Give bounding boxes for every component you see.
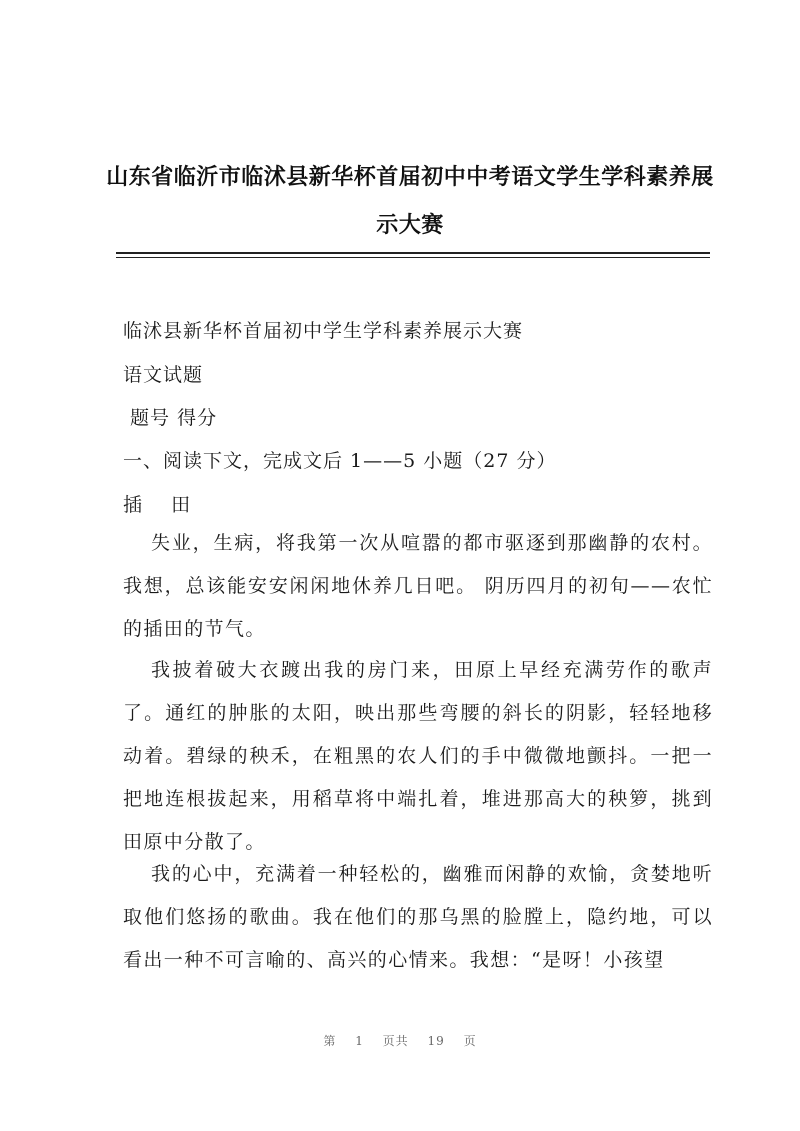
- passage-title: 插 田: [123, 494, 192, 516]
- title-divider-thin: [116, 257, 710, 258]
- footer-label-page: 第: [323, 1034, 337, 1048]
- page-footer: [0, 1032, 800, 1049]
- contest-name-line: 临沭县新华杯首届初中学生学科素养展示大赛: [123, 320, 524, 342]
- score-table-header: 题号 得分: [123, 407, 218, 429]
- paragraph-3: 我的心中，充满着一种轻松的，幽雅而闲静的欢愉，贪婪地听取他们悠扬的歌曲。我在他们的那乌黑的脸膛上，隐约地，可以看出一种不可言喻的、高兴的心情来。我想：“是呀！小孩望: [123, 863, 713, 971]
- paragraph-1: 失业，生病，将我第一次从喧嚣的都市驱逐到那幽静的农村。我想，总该能安安闲闲地休养几日吧。 阴历四月的初旬——农忙的插田的节气。: [123, 532, 713, 640]
- footer-label-end: 页: [463, 1034, 477, 1048]
- document-title: 山东省临沂市临沭县新华杯首届初中中考语文学生学科素养展示大赛: [106, 165, 714, 238]
- title-divider-thick: [116, 252, 710, 254]
- footer-total-pages: 19: [427, 1034, 445, 1048]
- footer-current-page: 1: [355, 1034, 364, 1048]
- question-instruction: 一、阅读下文，完成文后 1——5 小题（27 分）: [123, 450, 557, 472]
- subject-line: 语文试题: [123, 364, 204, 386]
- paragraph-2: 我披着破大衣踱出我的房门来，田原上早经充满劳作的歌声了。通红的肿胀的太阳，映出那些弯腰的斜长的阴影，轻轻地移动着。碧绿的秧禾，在粗黑的农人们的手中微微地颤抖。一把一把地连根拔起来，用稻草将中端扎着，堆进那高大的秧箩，挑到田原中分散了。: [123, 659, 713, 853]
- footer-label-of: 页共: [382, 1034, 409, 1048]
